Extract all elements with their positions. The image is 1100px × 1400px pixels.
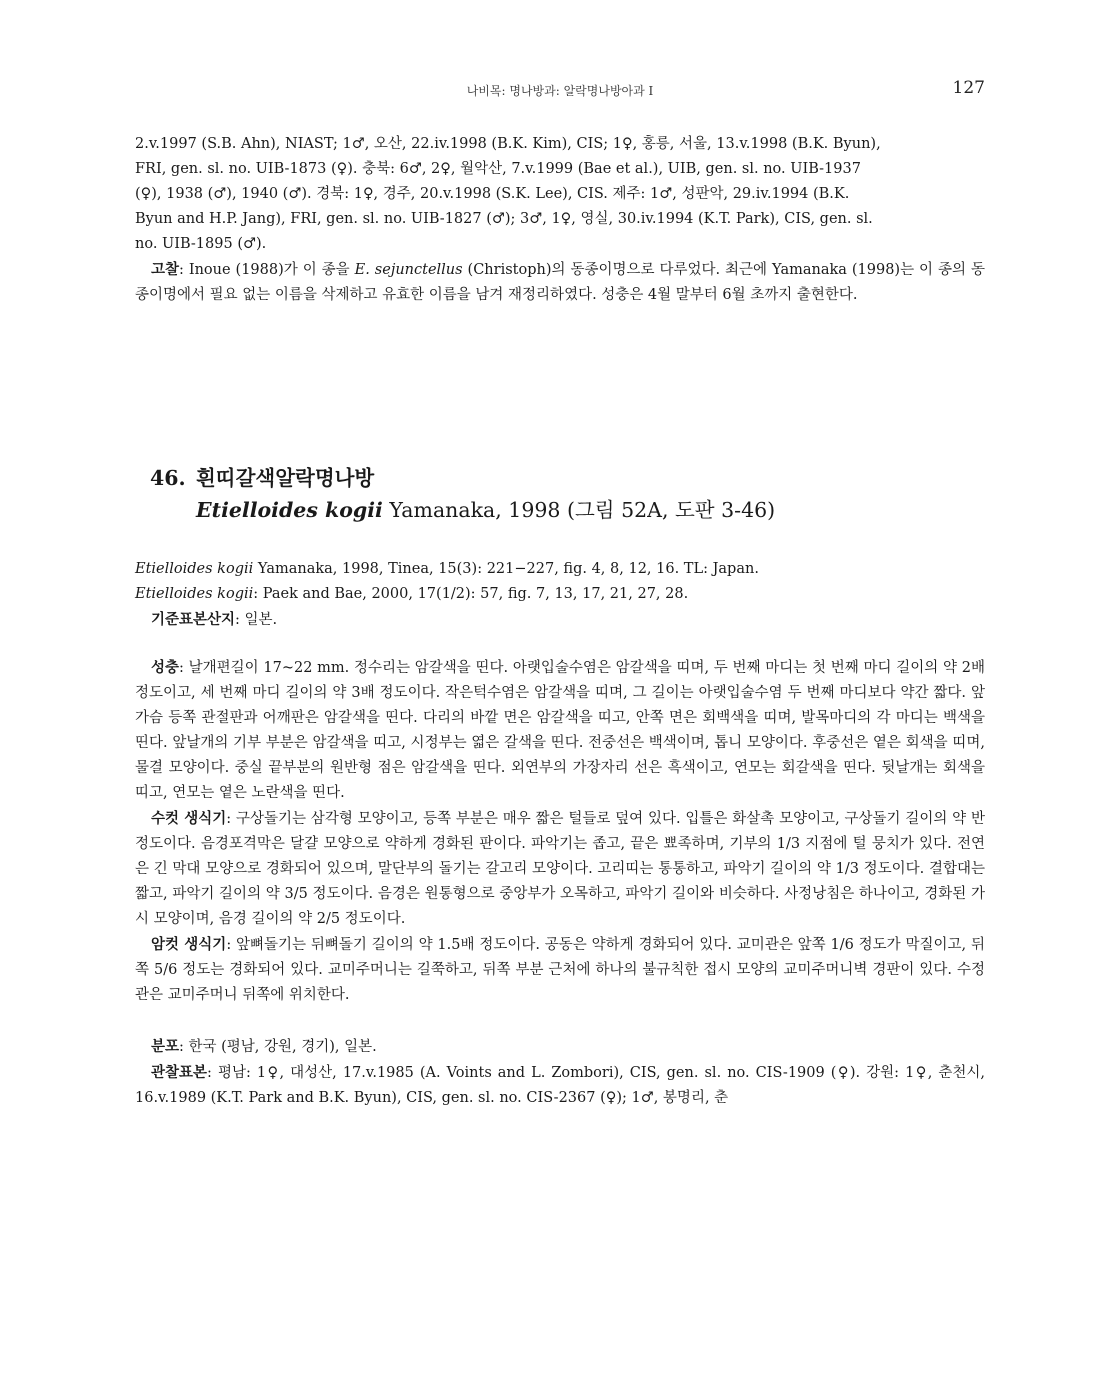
distribution-label: 분포	[151, 1038, 180, 1055]
species-heading	[150, 462, 985, 526]
citation-line	[135, 582, 985, 607]
distribution-text: : 한국 (평남, 강원, 경기), 일본.	[179, 1039, 377, 1055]
page-number: 127	[952, 78, 985, 98]
remarks-text-2: (Christoph)의 동종이명으로 다루었다. 최근에 Yamanaka (1998)는 이 종의 동종이명에서 필요 없는 이름을 삭제하고 유효한 이름을 남겨 재정리하였다. 성충은 4월 말부터 6월 초까지 출현한다.	[135, 262, 985, 303]
material-text: : 평남: 1♀, 대성산, 17.v.1985 (A. Voints and L. Zombori), CIS, gen. sl. no. CIS-1909 (♀). 강원: 1♀, 춘천시, 16.v.1989 (K.T. Park and B.K. Byun), CIS, gen. sl. no. CIS-2367 (♀); 1♂, 봉명리, 춘	[135, 1065, 985, 1106]
species-number: 46.	[150, 466, 186, 490]
adult-text: : 날개편길이 17~22 mm. 정수리는 암갈색을 띤다. 아랫입술수염은 암갈색을 띠며, 두 번째 마디는 첫 번째 마디 길이의 약 2배 정도이고, 세 번째 마디 길이의 약 3배 정도이다. 작은턱수염은 암갈색을 띠며, 그 길이는 아랫입술수염 두 번째 마디보다 약간 짧다. 앞가슴 등쪽 관절판과 어깨판은 암갈색을 띤다. 다리의 바깥 면은 암갈색을 띠고, 안쪽 면은 회백색을 띠며, 발목마디의 각 마디는 백색을 띤다. 앞날개의 기부 부분은 암갈색을 띠고, 시정부는 엷은 갈색을 띤다. 전중선은 백색이며, 톱니 모양이다. 후중선은 옅은 회색을 띠며, 물결 모양이다. 중실 끝부분의 원반형 점은 암갈색을 띤다. 외연부의 가장자리 선은 흑색이고, 연모는 회갈색을 띤다. 뒷날개는 회색을 띠고, 연모는 옅은 노란색을 띤다.	[135, 660, 985, 801]
species-heading-line-1	[150, 462, 985, 494]
spacer	[135, 633, 985, 655]
species-scientific-name: Etielloides kogii	[196, 498, 383, 522]
citation-name: Etielloides kogii	[135, 586, 254, 602]
male-genitalia	[135, 806, 985, 932]
material-examined	[135, 1060, 985, 1111]
running-title: 나비목: 명나방과: 알락명나방아과 I	[466, 84, 654, 98]
distribution	[135, 1034, 985, 1060]
female-genitalia-label: 암컷 생식기	[151, 936, 227, 953]
remarks-paragraph	[135, 257, 985, 308]
type-locality-text: : 일본.	[235, 612, 278, 628]
text-line: 2.v.1997 (S.B. Ahn), NIAST; 1♂, 오산, 22.iv.1998 (B.K. Kim), CIS; 1♀, 홍릉, 서울, 13.v.1998 (B.K. Byun),	[135, 136, 881, 152]
text-line: Byun and H.P. Jang), FRI, gen. sl. no. UIB-1827 (♂); 3♂, 1♀, 영실, 30.iv.1994 (K.T. Park), CIS, gen. sl.	[135, 211, 873, 227]
citation-text: : Paek and Bae, 2000, 17(1/2): 57, fig. 7, 13, 17, 21, 27, 28.	[253, 586, 689, 602]
species-korean-name: 흰띠갈색알락명나방	[196, 466, 375, 490]
species-heading-line-2	[150, 494, 985, 526]
adult-label: 성충	[151, 659, 180, 676]
male-genitalia-label: 수컷 생식기	[151, 810, 227, 827]
remarks-label: 고찰	[151, 261, 180, 278]
species-author-refs: Yamanaka, 1998 (그림 52A, 도판 3-46)	[389, 498, 776, 522]
text-line: (♀), 1938 (♂), 1940 (♂). 경북: 1♀, 경주, 20.v.1998 (S.K. Lee), CIS. 제주: 1♂, 성판악, 29.iv.1994 (B.K.	[135, 186, 850, 202]
material-label: 관찰표본	[151, 1064, 208, 1081]
page-header	[135, 76, 985, 106]
type-locality	[135, 607, 985, 633]
continued-section	[135, 132, 985, 308]
adult-description	[135, 655, 985, 806]
species-account	[135, 557, 985, 1111]
female-genitalia	[135, 932, 985, 1008]
citation-text: Yamanaka, 1998, Tinea, 15(3): 221−227, fig. 4, 8, 12, 16. TL: Japan.	[253, 561, 759, 577]
type-locality-label: 기준표본산지	[151, 611, 236, 628]
text-line: FRI, gen. sl. no. UIB-1873 (♀). 충북: 6♂, 2♀, 월악산, 7.v.1999 (Bae et al.), UIB, gen. sl. no. UIB-1937	[135, 161, 861, 177]
male-genitalia-text: : 구상돌기는 삼각형 모양이고, 등쪽 부분은 매우 짧은 털들로 덮여 있다. 입틀은 화살촉 모양이고, 구상돌기 길이의 약 반 정도이다. 음경포격막은 달걀 모양으로 약하게 경화된 판이다. 파악기는 좁고, 끝은 뾰족하며, 기부의 1/3 지점에 털 뭉치가 있다. 전연은 긴 막대 모양으로 경화되어 있으며, 말단부의 돌기는 갈고리 모양이다. 고리띠는 통통하고, 파악기 길이의 약 1/3 정도이다. 결합대는 짧고, 파악기 길이의 약 3/5 정도이다. 음경은 원통형으로 중앙부가 오목하고, 파악기 길이와 비슷하다. 사정낭침은 하나이고, 경화된 가시 모양이며, 음경 길이의 약 2/5 정도이다.	[135, 811, 985, 927]
female-genitalia-text: : 앞뼈돌기는 뒤뼈돌기 길이의 약 1.5배 정도이다. 공동은 약하게 경화되어 있다. 교미관은 앞쪽 1/6 정도가 막질이고, 뒤쪽 5/6 정도는 경화되어 있다. 교미주머니는 길쭉하고, 뒤쪽 부분 근처에 하나의 불규칙한 접시 모양의 교미주머니벽 경판이 있다. 수정관은 교미주머니 뒤쪽에 위치한다.	[135, 937, 985, 1003]
spacer	[135, 1008, 985, 1034]
material-continued	[135, 132, 985, 257]
remarks-text-1: : Inoue (1988)가 이 종을	[179, 262, 355, 278]
remarks-species: E. sejunctellus	[354, 262, 463, 278]
citation-name: Etielloides kogii	[135, 561, 254, 577]
text-line: no. UIB-1895 (♂).	[135, 236, 267, 252]
citation-line	[135, 557, 985, 582]
